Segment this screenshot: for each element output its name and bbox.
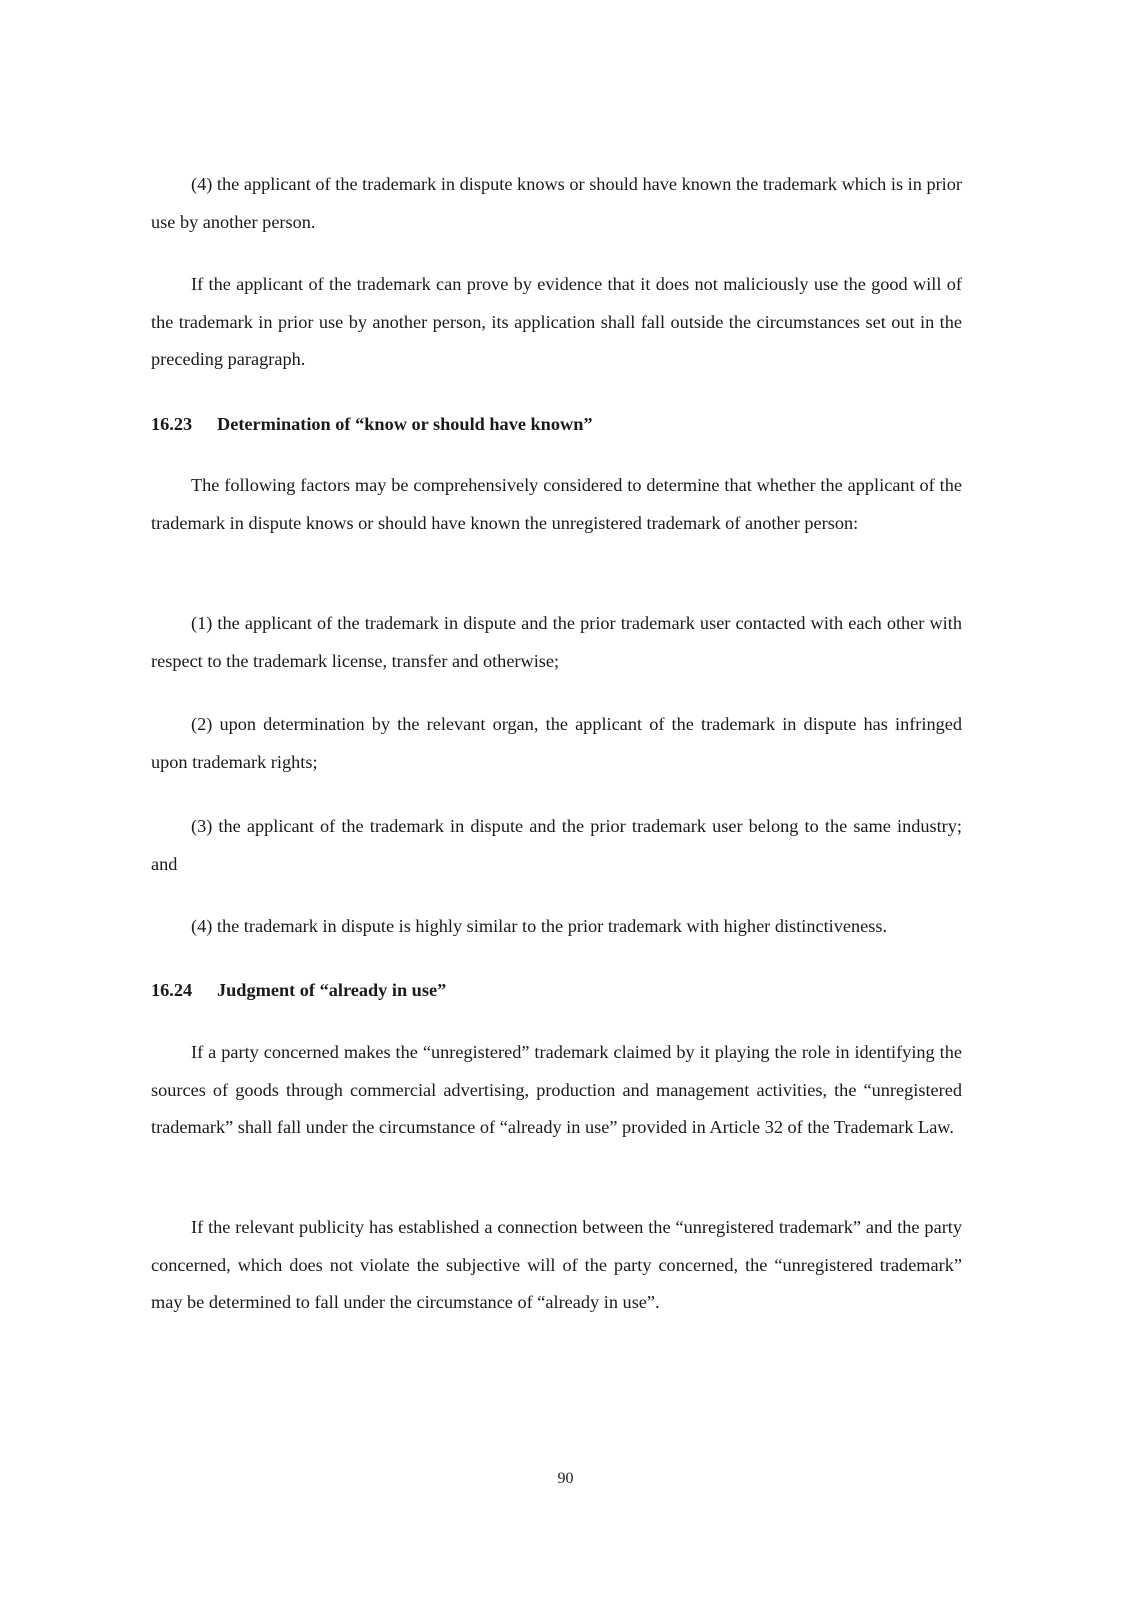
section-title: Determination of “know or should have known”: [217, 414, 593, 434]
paragraph-factor-4: (4) the trademark in dispute is highly similar to the prior trademark with higher distinctiveness.: [191, 916, 888, 936]
page-number: 90: [557, 1470, 574, 1487]
section-number: 16.24: [151, 980, 193, 1000]
paragraph-publicity-connection: If the relevant publicity has established a connection between the “unregistered trademark” and the party concerned, which does not violate the subjective will of the party concerned, the “unregistered trademark” may be determined to fall under the circumstance of “already in use”.: [151, 1217, 962, 1312]
paragraph-factor-2: (2) upon determination by the relevant organ, the applicant of the trademark in dispute has infringed upon trademark rights;: [151, 714, 962, 772]
paragraph-factor-1: (1) the applicant of the trademark in dispute and the prior trademark user contacted with each other with respect to the trademark license, transfer and otherwise;: [151, 613, 962, 671]
section-title: Judgment of “already in use”: [217, 980, 447, 1000]
section-heading-16-24: [151, 977, 446, 1003]
paragraph-factor-3: (3) the applicant of the trademark in dispute and the prior trademark user belong to the same industry; and: [151, 816, 962, 874]
paragraph-prior-use-knowledge: (4) the applicant of the trademark in dispute knows or should have known the trademark which is in prior use by another person.: [151, 174, 962, 232]
section-number: 16.23: [151, 414, 193, 434]
section-heading-16-23: [151, 411, 593, 437]
paragraph-malicious-use-exception: If the applicant of the trademark can prove by evidence that it does not maliciously use the good will of the trademark in prior use by another person, its application shall fall outside the circumstances set out in the preceding paragraph.: [151, 274, 962, 369]
paragraph-factors-intro: The following factors may be comprehensively considered to determine that whether the applicant of the trademark in dispute knows or should have known the unregistered trademark of another person:: [151, 475, 962, 533]
paragraph-already-in-use-definition: If a party concerned makes the “unregistered” trademark claimed by it playing the role in identifying the sources of goods through commercial advertising, production and management activities, the “unregistered trademark” shall fall under the circumstance of “already in use” provided in Article 32 of the Trademark Law.: [151, 1042, 962, 1137]
